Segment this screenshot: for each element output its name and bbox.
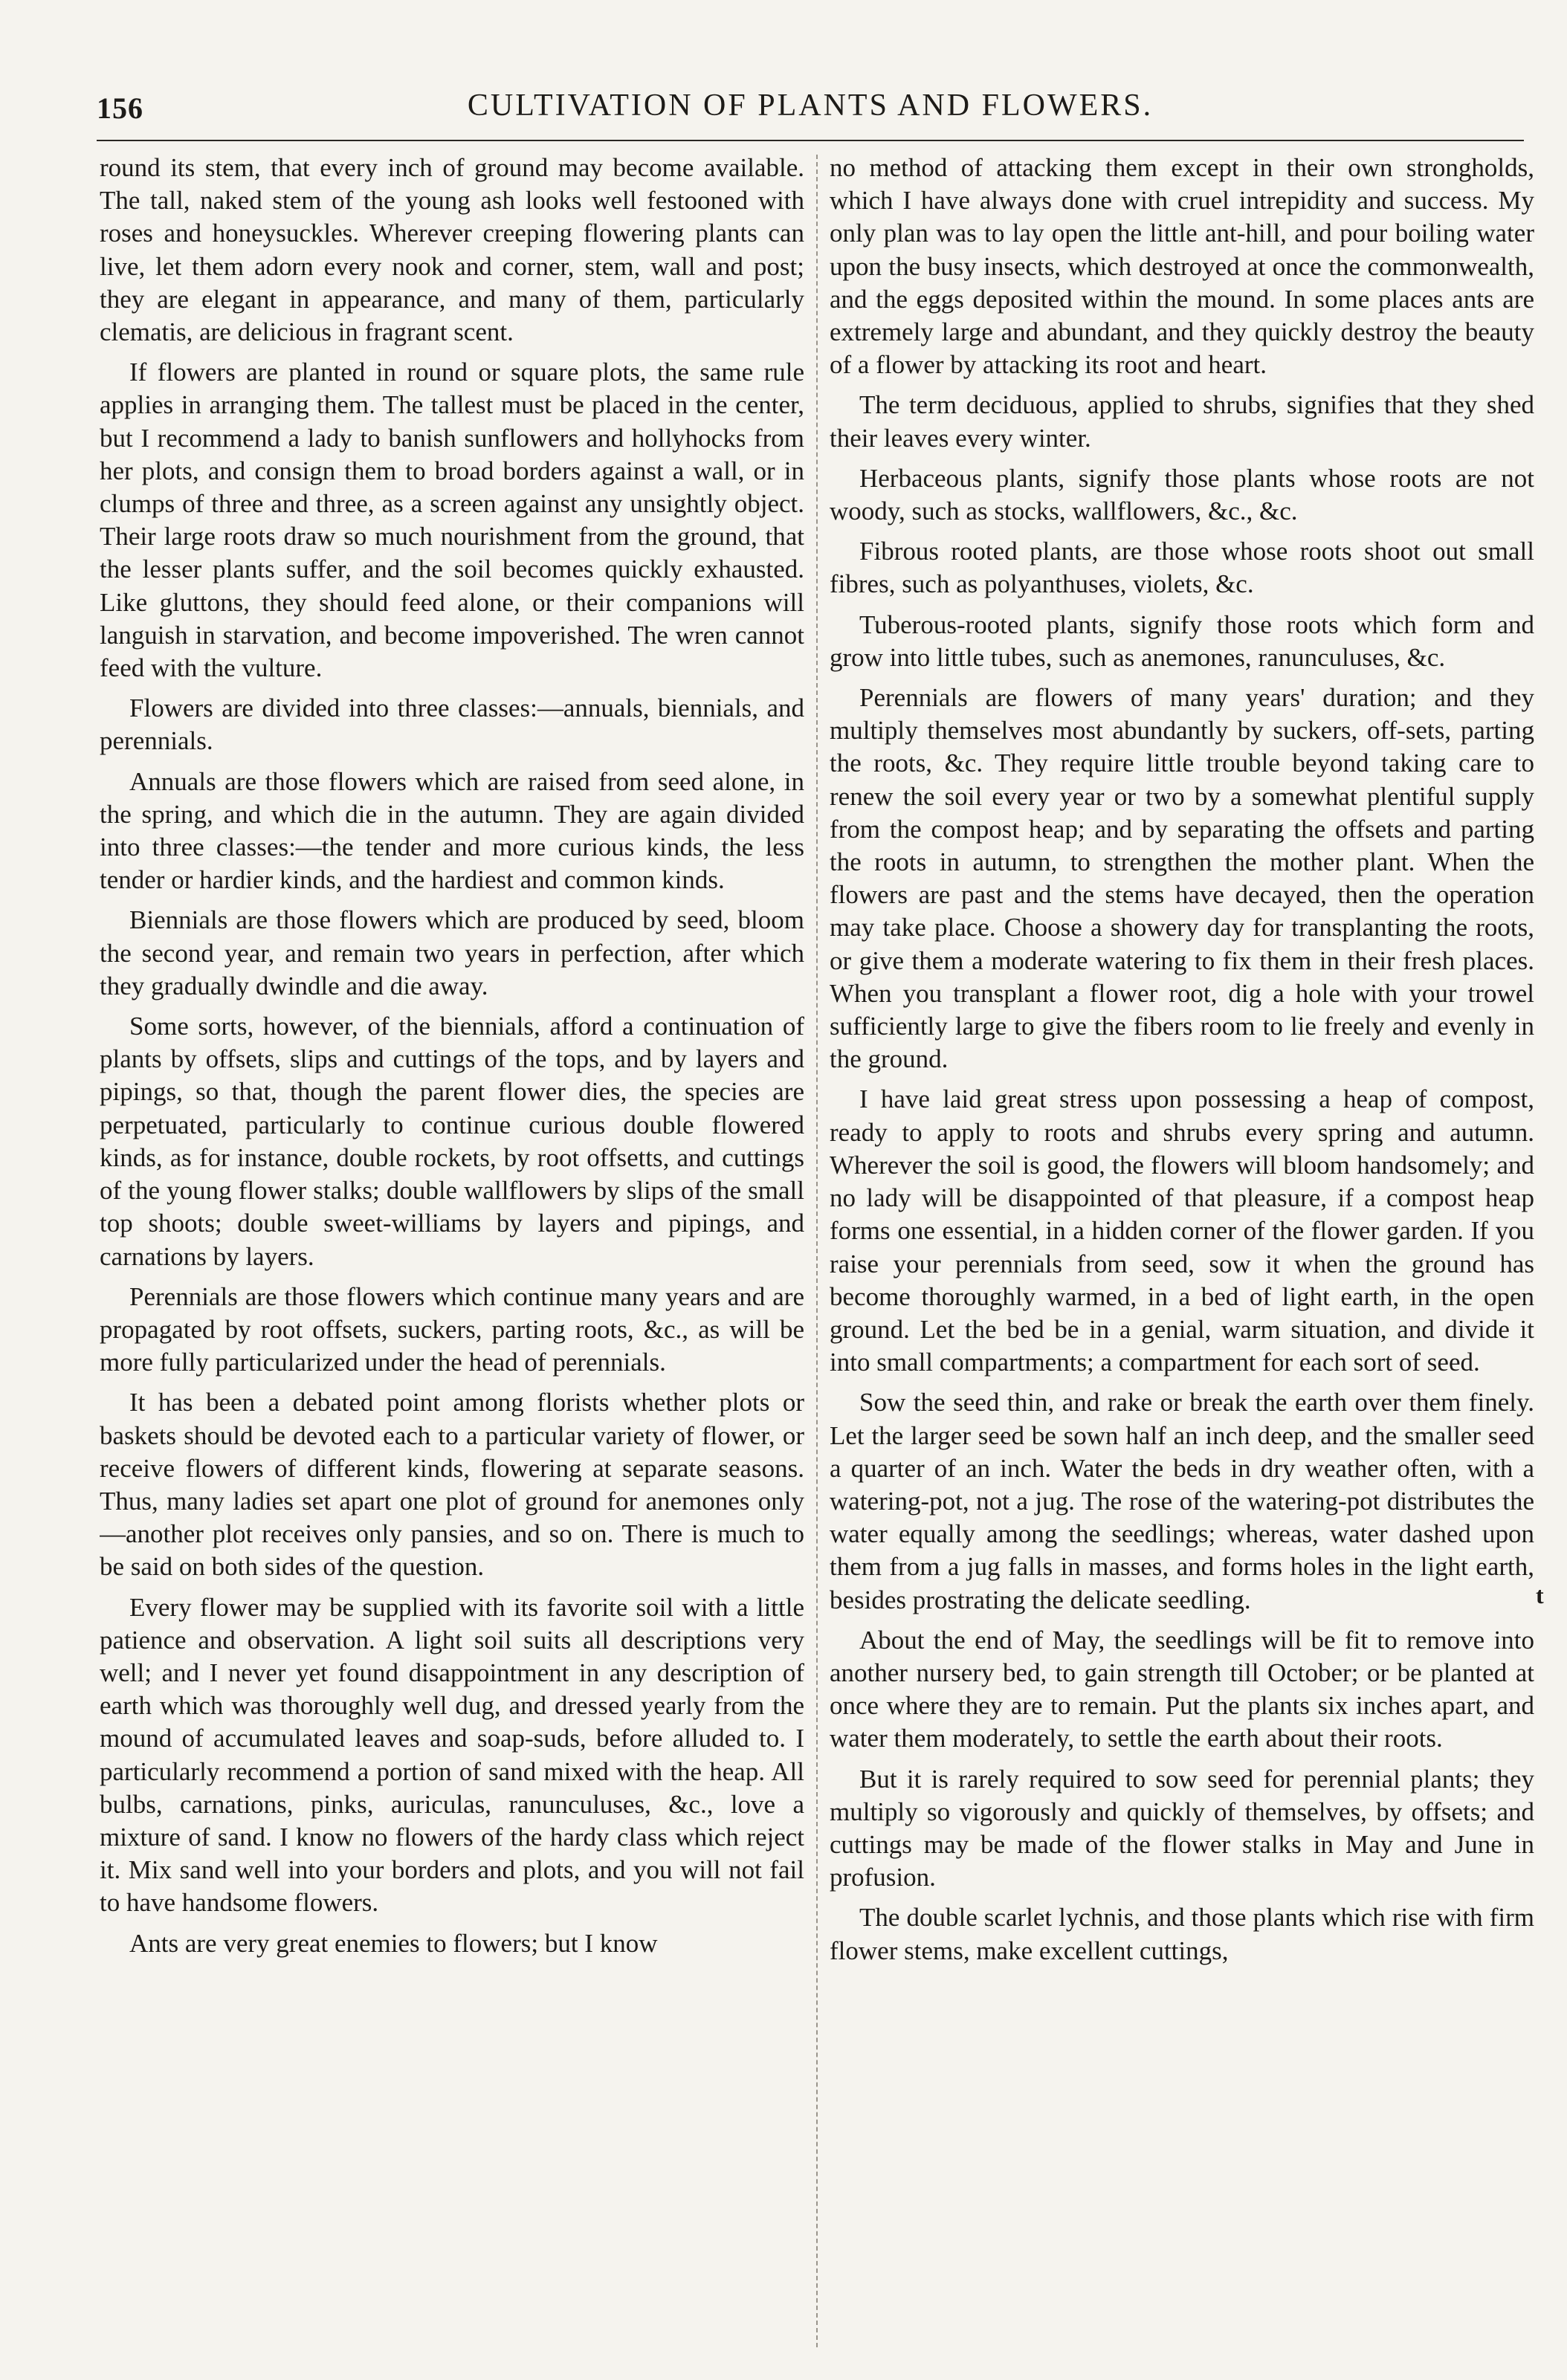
paragraph: Sow the seed thin, and rake or break the earth over them finely. Let the larger seed be sown half an inch deep, and the smaller seed a quarter of an inch. Water the beds in dry weather often, with a watering-pot, not a jug. The rose of the watering-pot distributes the water equally among the seedlings; whereas, water dashed upon them from a jug falls in masses, and forms holes in the light earth, besides prostrating the delicate seedling. bbox=[830, 1388, 1534, 1614]
paragraph: If flowers are planted in round or square plots, the same rule applies in arranging them. The tallest must be placed in the center, but I recommend a lady to banish sunflowers and hollyhocks from her plots, and consign them to broad borders against a wall, or in clumps of three and three, as a screen against any unsightly object. Their large roots draw so much nourishment from the ground, that the lesser plants suffer, and the soil becomes quickly exhausted. Like gluttons, they should feed alone, or their companions will languish in starvation, and become impoverished. The wren cannot feed with the vulture. bbox=[100, 358, 804, 683]
paragraph: Flowers are divided into three classes:—annuals, biennials, and perennials. bbox=[100, 693, 804, 756]
paragraph: no method of attacking them except in their own strongholds, which I have always done with cruel intrepidity and success. My only plan was to lay open the little ant-hill, and pour boiling water upon the busy insects, which destroyed at once the commonwealth, and the eggs deposited within the mound. In some places ants are extremely large and abundant, and they quickly destroy the beauty of a flower by attacking its root and heart. bbox=[830, 153, 1534, 380]
paragraph: Every flower may be supplied with its favorite soil with a little patience and observation. A light soil suits all descriptions very well; and I never yet found disappointment in any description of earth which was thoroughly well dug, and dressed yearly from the mound of accumulated leaves and soap-suds, before alluded to. I particularly recommend a portion of sand mixed with the heap. All bulbs, carnations, pinks, auriculas, ranunculuses, &c., love a mixture of sand. I know no flowers of the hardy class which reject it. Mix sand well into your borders and plots, and you will not fail to have handsome flowers. bbox=[100, 1592, 804, 1918]
page-number: 156 bbox=[97, 91, 143, 125]
paragraph: I have laid great stress upon possessing a heap of compost, ready to apply to roots and shrubs every spring and autumn. Wherever the soil is good, the flowers will bloom handsomely; and no lady will be disappointed of that pleasure, if a compost heap forms one essential, in a hidden corner of the flower garden. If you raise your perennials from seed, sow it when the ground has become thoroughly warmed, in a bed of light earth, in the open ground. Let the bed be in a genial, warm situation, and divide it into small compartments; a compartment for each sort of seed. bbox=[830, 1084, 1534, 1377]
paragraph: But it is rarely required to sow seed for perennial plants; they multiply so vigorously and quickly of themselves, by offsets; and cuttings may be made of the flower stalks in May and June in profusion. bbox=[830, 1764, 1534, 1892]
column-divider bbox=[816, 155, 818, 2347]
paragraph: Fibrous rooted plants, are those whose roots shoot out small fibres, such as polyanthuses, violets, &c. bbox=[830, 537, 1534, 599]
paragraph: The double scarlet lychnis, and those plants which rise with firm flower stems, make excellent cuttings, bbox=[830, 1903, 1534, 1965]
page-header bbox=[97, 88, 1524, 132]
left-column bbox=[100, 152, 804, 2352]
margin-mark: t bbox=[1536, 1582, 1544, 1608]
running-title: CULTIVATION OF PLANTS AND FLOWERS. bbox=[467, 88, 1154, 123]
paragraph: The term deciduous, applied to shrubs, signifies that they shed their leaves every winter. bbox=[830, 390, 1534, 453]
paragraph: Ants are very great enemies to flowers; but I know bbox=[129, 1928, 658, 1958]
paragraph: Annuals are those flowers which are raised from seed alone, in the spring, and which die in the autumn. They are again divided into three classes:—the tender and more curious kinds, the less tender or hardier kinds, and the hardiest and common kinds. bbox=[100, 766, 804, 895]
paragraph: Some sorts, however, of the biennials, afford a continuation of plants by offsets, slips and cuttings of the tops, and by layers and pipings, so that, though the parent flower dies, the species are perpetuated, particularly to continue curious double flowered kinds, as for instance, double rockets, by root offsetts, and cuttings of the young flower stalks; double wallflowers by slips of the small top shoots; double sweet-williams by layers and pipings, and carnations by layers. bbox=[100, 1012, 804, 1271]
paragraph: Tuberous-rooted plants, signify those roots which form and grow into little tubes, such as anemones, ranunculuses, &c. bbox=[830, 609, 1534, 672]
paragraph: Biennials are those flowers which are produced by seed, bloom the second year, and remain two years in perfection, after which they gradually dwindle and die away. bbox=[100, 905, 804, 1000]
right-column bbox=[830, 152, 1534, 2352]
paragraph: round its stem, that every inch of ground may become available. The tall, naked stem of the young ash looks well festooned with roses and honeysuckles. Wherever creeping flowering plants can live, let them adorn every nook and corner, stem, wall and post; they are elegant in appearance, and many of them, particularly clematis, are delicious in fragrant scent. bbox=[100, 153, 804, 347]
header-rule bbox=[97, 140, 1524, 141]
paragraph: Perennials are flowers of many years' duration; and they multiply themselves most abundantly by suckers, off-sets, parting the roots, &c. They require little trouble beyond taking care to renew the soil every year or two by a somewhat plentiful supply from the compost heap; and by separating the offsets and parting the roots in autumn, to strengthen the mother plant. When the flowers are past and the stems have decayed, then the operation may take place. Choose a showery day for transplanting the roots, or give them a moderate watering to fix them in their fresh places. When you transplant a flower root, dig a hole with your trowel sufficiently large to give the fibers room to lie freely and evenly in the ground. bbox=[830, 683, 1534, 1074]
paragraph: About the end of May, the seedlings will be fit to remove into another nursery bed, to gain strength till October; or be planted at once where they are to remain. Put the plants six inches apart, and water them moderately, to settle the earth about their roots. bbox=[830, 1625, 1534, 1753]
paragraph: It has been a debated point among florists whether plots or baskets should be devoted each to a particular variety of flower, or receive flowers of different kinds, flowering at separate seasons. Thus, many ladies set apart one plot of ground for anemones only—another plot receives only pansies, and so on. There is much to be said on both sides of the question. bbox=[100, 1388, 804, 1582]
paragraph: Perennials are those flowers which continue many years and are propagated by root offsets, suckers, parting roots, &c., as will be more fully particularized under the head of perennials. bbox=[100, 1281, 804, 1377]
paragraph: Herbaceous plants, signify those plants whose roots are not woody, such as stocks, wallflowers, &c., &c. bbox=[830, 463, 1534, 526]
